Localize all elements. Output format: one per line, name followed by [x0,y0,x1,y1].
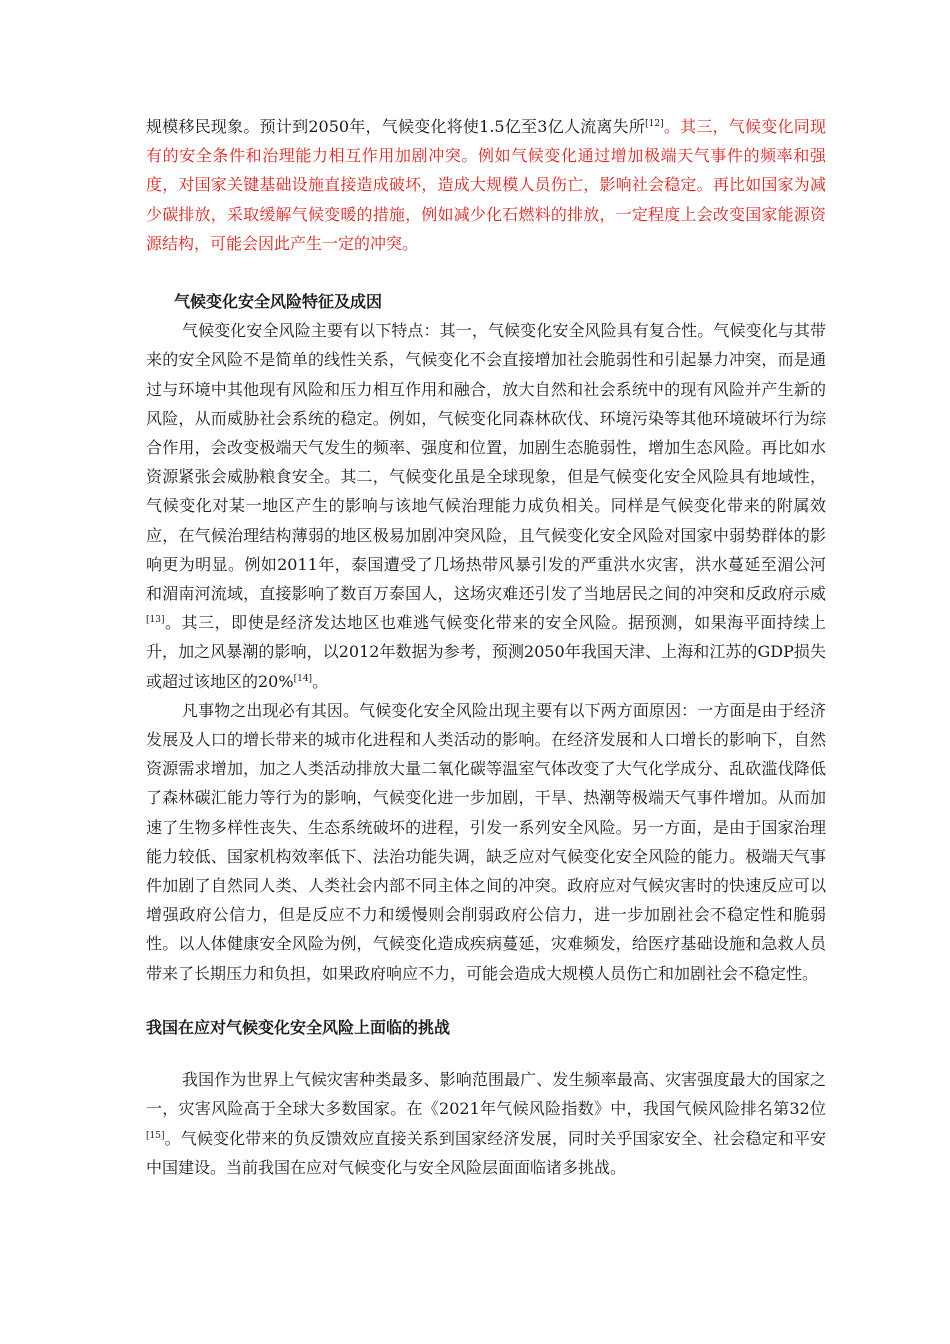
paragraph-intro [146,112,826,258]
section-heading: 气候变化安全风险特征及成因 [174,292,383,312]
paragraph-text: 规模移民现象。预计到2050年，气候变化将使1.5亿至3亿人流离失所 [146,117,646,136]
paragraph-causes: 凡事物之出现必有其因。气候变化安全风险出现主要有以下两方面原因：一方面是由于经济发展及人口的增长带来的城市化进程和人类活动的影响。在经济发展和人口增长的影响下，自然资源需求增加，加之人类活动排放大量二氧化碳等温室气体改变了大气化学成分、乱砍滥伐降低了森林碳汇能力等行为的影响，气候变化进一步加剧，干旱、热潮等极端天气事件增加。从而加速了生物多样性丧失、生态系统破坏的进程，引发一系列安全风险。另一方面，是由于国家治理能力较低、国家机构效率低下、法治功能失调，缺乏应对气候变化安全风险的能力。极端天气事件加剧了自然同人类、人类社会内部不同主体之间的冲突。政府应对气候灾害时的快速反应可以增强政府公信力，但是反应不力和缓慢则会削弱政府公信力，进一步加剧社会不稳定性和脆弱性。以人体健康安全风险为例，气候变化造成疾病蔓延，灾难频发，给医疗基础设施和急救人员带来了长期压力和负担，如果政府响应不力，可能会造成大规模人员伤亡和加剧社会不稳定性。 [146,700,826,983]
section-heading: 我国在应对气候变化安全风险上面临的挑战 [146,1017,451,1037]
citation-ref: [12] [645,119,664,129]
paragraph-text: 气候变化安全风险主要有以下特点：其一，气候变化安全风险具有复合性。气候变化与其带来的安全风险不是简单的线性关系，气候变化不会直接增加社会脆弱性和引起暴力冲突，而是通过与环境中其他现有风险和压力相互作用和融合，放大自然和社会系统中的现有风险并产生新的风险，从而威胁社会系统的稳定。例如，气候变化同森林砍伐、环境污染等其他环境破坏行为综合作用，会改变极端天气发生的频率、强度和位置，加剧生态脆弱性，增加生态风险。再比如水资源紧张会威胁粮食安全。其二，气候变化虽是全球现象，但是气候变化安全风险具有地域性，气候变化对某一地区产生的影响与该地气候治理能力成负相关。同样是气候变化带来的附属效应，在气候治理结构薄弱的地区极易加剧冲突风险，且气候变化安全风险对国家中弱势群体的影响更为明显。例如2011年，泰国遭受了几场热带风暴引发的严重洪水灾害，洪水蔓延至湄公河和湄南河流域，直接影响了数百万泰国人，这场灾难还引发了当地居民之间的冲突和反政府示威 [146,321,826,604]
citation-ref: [15] [146,1130,165,1141]
paragraph-text: 。 [663,117,681,136]
paragraph-text: 我国作为世界上气候灾害种类最多、影响范围最广、发生频率最高、灾害强度最大的国家之一，灾害风险高于全球大多数国家。在《2021年气候风险指数》中，我国气候风险排名第32位 [146,1070,826,1119]
paragraph-features [146,316,826,696]
citation-ref: [13] [146,615,165,626]
paragraph-text: 。其三，即使是经济发达地区也难逃气候变化带来的安全风险。据预测，如果海平面持续上升，加之风暴潮的影响，以2012年数据为参考，预测2050年我国天津、上海和江苏的GDP损失或超过该地区的20% [146,613,826,691]
document-body [146,112,826,1182]
paragraph-text: 。 [312,671,329,691]
paragraph-text: 。气候变化带来的负反馈效应直接关系到国家经济发展，同时关乎国家安全、社会稳定和平安中国建设。当前我国在应对气候变化与安全风险层面面临诸多挑战。 [146,1128,826,1177]
highlighted-text: 其三，气候变化同现有的安全条件和治理能力相互作用加剧冲突。例如气候变化通过增加极端天气事件的频率和强度，对国家关键基础设施直接造成破坏，造成大规模人员伤亡，影响社会稳定。再比如国家为减少碳排放，采取缓解气候变暖的措施，例如减少化石燃料的排放，一定程度上会改变国家能源资源结构，可能会因此产生一定的冲突。 [146,117,826,253]
paragraph-challenges [146,1065,826,1182]
citation-ref: [14] [293,673,313,684]
